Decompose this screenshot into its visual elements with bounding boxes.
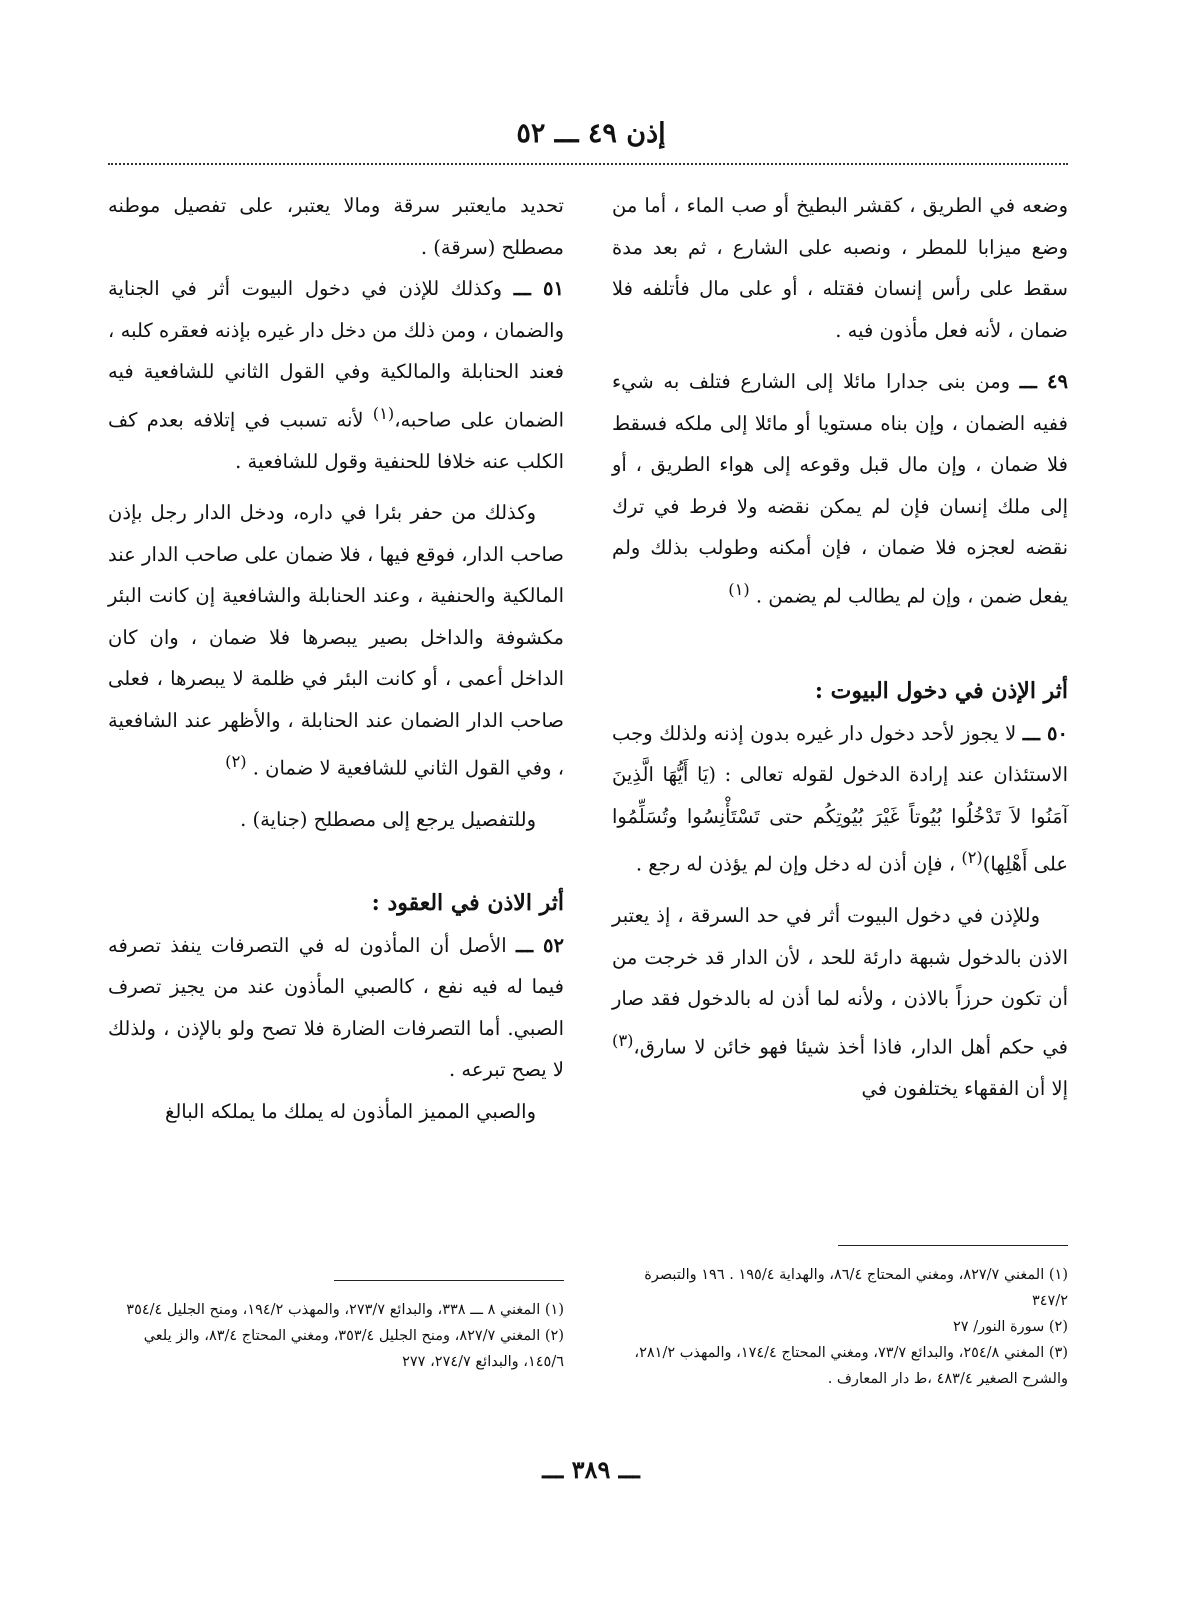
paragraph-number: ٤٩ ـــ [1019,370,1068,393]
page-number: ـــ ٣٨٩ ـــ [542,1455,640,1484]
paragraph-text: وكذلك للإذن في دخول البيوت أثر في الجناية والضمان ، ومن ذلك من دخل دار غيره بإذنه فعقره كلبه ، فعند الحنابلة والمالكية وفي القول الثاني للشافعية فيه الضمان على صاحبه، [108,277,565,431]
header-divider [108,163,1068,165]
footnote-ref: (١) [372,403,395,423]
footnote: (١) المغني ٨ ـــ ٣٣٨، والبدائع ٢٧٣/٧، والمهذب ١٩٤/٢، ومنح الجليل ٣٥٤/٤ [126,1302,564,1318]
paragraph-number: ٥٢ ـــ [515,933,564,957]
footnote: (٢) سورة النور/ ٢٧ [953,1319,1068,1335]
paragraph-text: ومن بنى جدارا مائلا إلى الشارع فتلف به شيء ففيه الضمان ، وإن بناه مستويا أو مائلا إلى ملكه فسقط فلا ضمان ، وإن مال قبل وقوعه إلى هواء الطريق ، أو إلى ملك إنسان فإن لم يمكن نقضه ولا فرط في ترك نقضه لعجزه فلا ضمان ، فإن أمكنه وطولب بذلك ولم يفعل ضمن ، وإن لم يطالب لم يضمن . [612,370,1068,607]
section-heading-houses: أثر الإذن في دخول البيوت : [814,677,1068,704]
paragraph-last: والصبي المميز المأذون له يملك ما يملكه البالغ [164,1099,536,1123]
paragraph-number: ٥٠ ـــ [1022,721,1068,745]
paragraph-number: ٥١ ـــ [513,277,564,300]
paragraph-text: وللإذن في دخول البيوت أثر في حد السرقة ، إذ يعتبر الاذن بالدخول شبهة دارئة للحد ، لأن الدار قد خرجت من أن تكون حرزاً بالاذن ، ولأنه لما أذن له بالدخول فقد صار في حكم أهل الدار، فاذا أخذ شيئا فهو خائن لا سارق، [612,904,1068,1058]
footnotes-left [108,1297,564,1375]
footnote: (٢) المغني ٨٢٧/٧، ومنح الجليل ٣٥٣/٤، ومغني المحتاج ٨٣/٤، والز يلعي ١٤٥/٦، والبدائع ٢٧٤/٧، ٢٧٧ [143,1328,564,1370]
paragraph-theft [612,895,1068,1109]
paragraph-well [108,492,564,789]
footnotes-right [612,1262,1068,1392]
footnote-ref: (١) [728,579,750,599]
left-column [108,185,564,1132]
paragraph-text-tail: لأنه تسبب في إتلافه بعدم كف الكلب عنه خلافا للحنفية وقول للشافعية . [108,408,564,473]
paragraph-52 [108,925,564,1091]
footnote-divider-left [334,1280,564,1281]
footnote: (١) المغني ٨٢٧/٧، ومغني المحتاج ٨٦/٤، والهداية ١٩٥/٤ . ١٩٦ والتبصرة ٣٤٧/٢ [644,1267,1068,1309]
paragraph-51 [108,268,564,482]
paragraph-text-tail: ، فإن أذن له دخل وإن لم يؤذن له رجع . [635,852,956,876]
paragraph-text: لا يجوز لأحد دخول دار غيره بدون إذنه ولذلك وجب الاستئذان عند إرادة الدخول لقوله تعالى : (يَا أَيُّهَا الَّذِينَ آمَنُوا لاَ تَدْخُلُوا بُيُوتاً غَيْرَ بُيُوتِكُم حتى تَسْتَأْنِسُوا وتُسَلِّمُوا على أَهْلِها) [612,721,1068,876]
paragraph-continuation: تحديد مايعتبر سرقة ومالا يعتبر، على تفصيل موطنه مصطلح (سرقة) . [108,194,564,259]
footnote-ref: (٢) [961,848,983,867]
paragraph-continuation: وضعه في الطريق ، كقشر البطيخ أو صب الماء ، أما من وضع ميزابا للمطر ، ونصبه على الشارع ، ثم بعد مدة سقط على رأس إنسان فقتله ، أو على مال فأتلفه فلا ضمان ، لأنه فعل مأذون فيه . [612,194,1068,342]
paragraph-text-tail: إلا أن الفقهاء يختلفون في [861,1076,1068,1100]
right-column [612,185,1068,1109]
paragraph-49 [612,361,1068,617]
section-heading-contracts: أثر الاذن في العقود : [371,889,564,916]
paragraph-text: الأصل أن المأذون له في التصرفات ينفذ تصرفه فيما له فيه نفع ، كالصبي المأذون عند من يجيز تصرف الصبي. أما التصرفات الضارة فلا تصح ولو بالإذن ، ولذلك لا يصح تبرعه . [108,933,564,1081]
page-title: إذن ٤٩ ـــ ٥٢ [516,118,666,149]
footnote-divider-right [838,1245,1068,1246]
footnote-ref: (٣) [612,1030,634,1050]
paragraph-text: وكذلك من حفر بئرا في داره، ودخل الدار رجل بإذن صاحب الدار، فوقع فيها ، فلا ضمان على صاحب الدار عند المالكية والحنفية ، وعند الحنابلة والشافعية إن كانت البئر مكشوفة والداخل بصير يبصرها فلا ضمان ، وان كان الداخل أعمى ، أو كانت البئر في ظلمة لا يبصرها ، فعلى صاحب الدار الضمان عند الحنابلة ، والأظهر عند الشافعية ، وفي القول الثاني للشافعية لا ضمان . [108,501,564,780]
footnote-ref: (٢) [225,752,247,771]
paragraph-detail: وللتفصيل يرجع إلى مصطلح (جناية) . [240,808,536,831]
paragraph-50 [612,713,1068,886]
footnote: (٣) المغني ٢٥٤/٨، والبدائع ٧٣/٧، ومغني المحتاج ١٧٤/٤، والمهذب ٢٨١/٢، والشرح الصغير ٤٨٣/٤ ،ط دار المعارف . [634,1345,1068,1387]
